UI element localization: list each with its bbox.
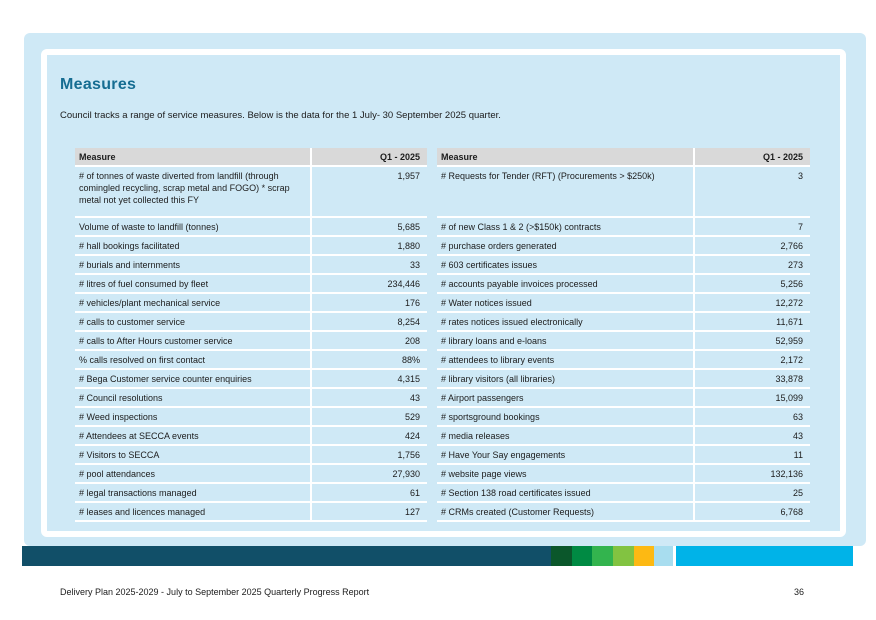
value-cell-right: 6,768: [693, 503, 810, 522]
value-cell-left: 1,756: [310, 446, 427, 465]
table-gap: [427, 167, 437, 218]
mid-green-segment: [592, 546, 613, 566]
value-cell-right: 3: [693, 167, 810, 218]
table-gap: [427, 465, 437, 484]
value-cell-left: 61: [310, 484, 427, 503]
dark-green-segment: [551, 546, 572, 566]
value-cell-left: 4,315: [310, 370, 427, 389]
pale-blue-segment: [654, 546, 673, 566]
table-gap: [427, 313, 437, 332]
table-gap: [427, 427, 437, 446]
value-cell-right: 12,272: [693, 294, 810, 313]
value-cell-left: 88%: [310, 351, 427, 370]
value-cell-left: 8,254: [310, 313, 427, 332]
measure-cell-left: # Council resolutions: [75, 389, 310, 408]
measures-table: [75, 148, 810, 522]
value-cell-right: 11,671: [693, 313, 810, 332]
value-cell-right: 43: [693, 427, 810, 446]
value-cell-left: 234,446: [310, 275, 427, 294]
measure-cell-left: # Visitors to SECCA: [75, 446, 310, 465]
table-gap: [427, 446, 437, 465]
table-gap: [427, 294, 437, 313]
measure-cell-right: # CRMs created (Customer Requests): [437, 503, 693, 522]
measure-cell-left: # Attendees at SECCA events: [75, 427, 310, 446]
table-header-value-left: Q1 - 2025: [310, 148, 427, 167]
measure-cell-right: # 603 certificates issues: [437, 256, 693, 275]
measure-cell-left: # vehicles/plant mechanical service: [75, 294, 310, 313]
value-cell-left: 5,685: [310, 218, 427, 237]
table-gap: [427, 408, 437, 427]
table-header-value-right: Q1 - 2025: [693, 148, 810, 167]
measure-cell-right: # Have Your Say engagements: [437, 446, 693, 465]
value-cell-right: 15,099: [693, 389, 810, 408]
measure-cell-left: # calls to After Hours customer service: [75, 332, 310, 351]
measure-cell-right: # rates notices issued electronically: [437, 313, 693, 332]
intro-text: Council tracks a range of service measures. Below is the data for the 1 July- 30 September 2025 quarter.: [60, 110, 501, 121]
measure-cell-left: Volume of waste to landfill (tonnes): [75, 218, 310, 237]
measure-cell-right: # accounts payable invoices processed: [437, 275, 693, 294]
measure-cell-right: # of new Class 1 & 2 (>$150k) contracts: [437, 218, 693, 237]
measure-cell-right: # website page views: [437, 465, 693, 484]
value-cell-left: 529: [310, 408, 427, 427]
value-cell-right: 2,766: [693, 237, 810, 256]
table-gap: [427, 332, 437, 351]
measure-cell-left: # legal transactions managed: [75, 484, 310, 503]
table-gap: [427, 503, 437, 522]
table-gap: [427, 351, 437, 370]
light-green-segment: [613, 546, 634, 566]
measure-cell-right: # sportsground bookings: [437, 408, 693, 427]
measure-cell-right: # purchase orders generated: [437, 237, 693, 256]
measure-cell-left: # leases and licences managed: [75, 503, 310, 522]
measure-cell-right: # media releases: [437, 427, 693, 446]
value-cell-left: 1,957: [310, 167, 427, 218]
bottom-bar: [22, 546, 853, 566]
value-cell-left: 176: [310, 294, 427, 313]
page-number: 36: [793, 587, 804, 597]
measure-cell-right: # library visitors (all libraries): [437, 370, 693, 389]
measure-cell-left: # of tonnes of waste diverted from landfill (through comingled recycling, scrap metal and FOGO) * scrap metal not yet collected this FY: [75, 167, 310, 218]
table-gap: [427, 218, 437, 237]
table-gap: [427, 484, 437, 503]
measure-cell-left: # pool attendances: [75, 465, 310, 484]
table-header-gap: [427, 148, 437, 167]
value-cell-left: 43: [310, 389, 427, 408]
green-segment: [572, 546, 592, 566]
table-gap: [427, 237, 437, 256]
measure-cell-left: % calls resolved on first contact: [75, 351, 310, 370]
value-cell-left: 27,930: [310, 465, 427, 484]
value-cell-right: 5,256: [693, 275, 810, 294]
value-cell-right: 132,136: [693, 465, 810, 484]
table-header-measure-right: Measure: [437, 148, 693, 167]
measure-cell-left: # hall bookings facilitated: [75, 237, 310, 256]
footer-text: Delivery Plan 2025-2029 - July to September 2025 Quarterly Progress Report: [60, 587, 370, 597]
table-gap: [427, 370, 437, 389]
value-cell-right: 7: [693, 218, 810, 237]
value-cell-left: 127: [310, 503, 427, 522]
measure-cell-left: # Bega Customer service counter enquiries: [75, 370, 310, 389]
value-cell-left: 1,880: [310, 237, 427, 256]
value-cell-right: 33,878: [693, 370, 810, 389]
measure-cell-left: # calls to customer service: [75, 313, 310, 332]
measure-cell-left: # litres of fuel consumed by fleet: [75, 275, 310, 294]
value-cell-left: 33: [310, 256, 427, 275]
measure-cell-right: # attendees to library events: [437, 351, 693, 370]
cyan-segment: [676, 546, 853, 566]
dark-teal-segment: [22, 546, 551, 566]
value-cell-right: 25: [693, 484, 810, 503]
value-cell-left: 208: [310, 332, 427, 351]
table-gap: [427, 256, 437, 275]
table-header-measure-left: Measure: [75, 148, 310, 167]
value-cell-right: 63: [693, 408, 810, 427]
measure-cell-right: # library loans and e-loans: [437, 332, 693, 351]
value-cell-right: 2,172: [693, 351, 810, 370]
measure-cell-right: # Requests for Tender (RFT) (Procurements > $250k): [437, 167, 693, 218]
measure-cell-right: # Airport passengers: [437, 389, 693, 408]
value-cell-right: 11: [693, 446, 810, 465]
value-cell-left: 424: [310, 427, 427, 446]
value-cell-right: 273: [693, 256, 810, 275]
table-gap: [427, 389, 437, 408]
measure-cell-left: # Weed inspections: [75, 408, 310, 427]
measures-heading: Measures: [60, 76, 137, 93]
measure-cell-right: # Water notices issued: [437, 294, 693, 313]
yellow-segment: [634, 546, 654, 566]
table-gap: [427, 275, 437, 294]
measure-cell-right: # Section 138 road certificates issued: [437, 484, 693, 503]
value-cell-right: 52,959: [693, 332, 810, 351]
measure-cell-left: # burials and internments: [75, 256, 310, 275]
